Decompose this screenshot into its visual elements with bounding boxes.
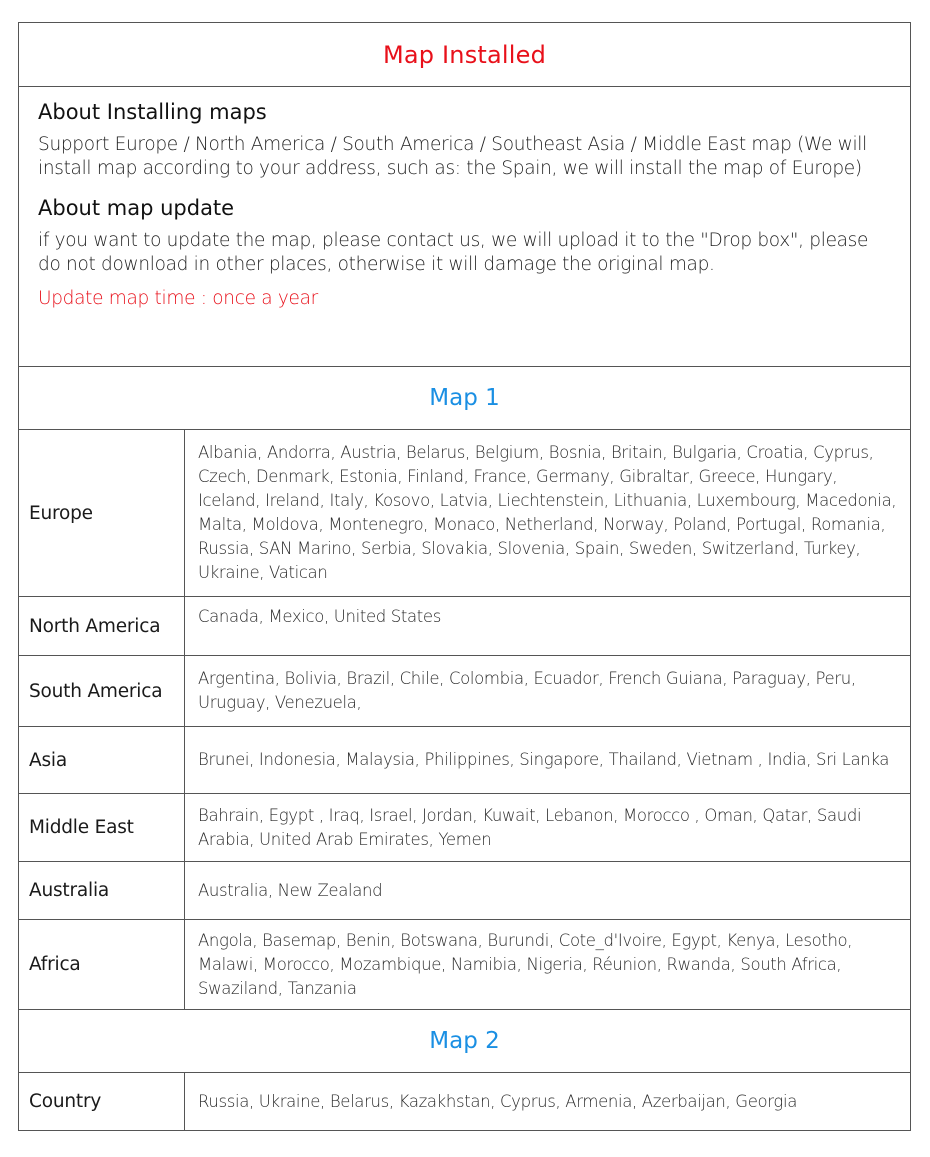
table-row-south-america [19, 656, 910, 727]
title-row [19, 23, 910, 87]
region-label: Country [19, 1073, 185, 1130]
info-section [19, 87, 910, 367]
region-label: Middle East [19, 794, 185, 861]
country-list: Argentina, Bolivia, Brazil, Chile, Colombia, Ecuador, French Guiana, Paraguay, Peru, Uruguay, Venezuela, [198, 669, 856, 712]
map2-heading-label: Map 2 [429, 1028, 500, 1054]
install-text: Support Europe / North America / South America / Southeast Asia / Middle East map (We will install map according to your address, such as: the Spain, we will install the map of Europe) [38, 134, 867, 179]
country-list: Canada, Mexico, United States [198, 607, 441, 626]
country-list: Brunei, Indonesia, Malaysia, Philippines, Singapore, Thailand, Vietnam , India, Sri Lanka [198, 750, 890, 769]
region-label: Africa [19, 920, 185, 1009]
region-label: Europe [19, 430, 185, 596]
update-time-note: Update map time : once a year [38, 288, 318, 309]
table-row-europe [19, 430, 910, 597]
page-title: Map Installed [382, 40, 547, 69]
region-label: Asia [19, 727, 185, 793]
table-row-africa [19, 920, 910, 1010]
table-row-middle-east [19, 794, 910, 862]
update-heading: About map update [38, 196, 235, 220]
region-label: Australia [19, 862, 185, 919]
country-list: Albania, Andorra, Austria, Belarus, Belgium, Bosnia, Britain, Bulgaria, Croatia, Cyprus, Czech, Denmark, Estonia, Finland, France, Germany, Gibraltar, Greece, Hungary, Iceland, Ireland, Italy, Kosovo, Latvia, Liechtenstein, Lithuania, Luxembourg, Macedonia, Malta, Moldova, Montenegro, Monaco, Netherland, Norway, Poland, Portugal, Romania, Russia, SAN Marino, Serbia, Slovakia, Slovenia, Spain, Sweden, Switzerland, Turkey, Ukraine, Vatican [198, 443, 897, 582]
install-heading: About Installing maps [38, 100, 267, 124]
table-row-north-america [19, 597, 910, 656]
map1-heading-label: Map 1 [429, 385, 500, 411]
country-list: Bahrain, Egypt , Iraq, Israel, Jordan, Kuwait, Lebanon, Morocco , Oman, Qatar, Saudi Arabia, United Arab Emirates, Yemen [198, 805, 862, 849]
region-label: South America [19, 656, 185, 726]
country-list: Russia, Ukraine, Belarus, Kazakhstan, Cyprus, Armenia, Azerbaijan, Georgia [198, 1091, 797, 1111]
country-list: Australia, New Zealand [198, 880, 383, 900]
table-row-asia [19, 727, 910, 794]
table-row-australia [19, 862, 910, 920]
country-list: Angola, Basemap, Benin, Botswana, Burundi, Cote_d'Ivoire, Egypt, Kenya, Lesotho, Malawi, Morocco, Mozambique, Namibia, Nigeria, Réunion, Rwanda, South Africa, Swaziland, Tanzania [198, 930, 853, 998]
map2-heading [19, 1010, 910, 1073]
region-label: North America [19, 597, 185, 655]
map1-heading [19, 367, 910, 430]
map-installed-table [18, 22, 911, 1131]
update-text: if you want to update the map, please contact us, we will upload it to the "Drop box", please do not download in other places, otherwise it will damage the original map. [38, 230, 869, 275]
table-row-country [19, 1073, 910, 1130]
